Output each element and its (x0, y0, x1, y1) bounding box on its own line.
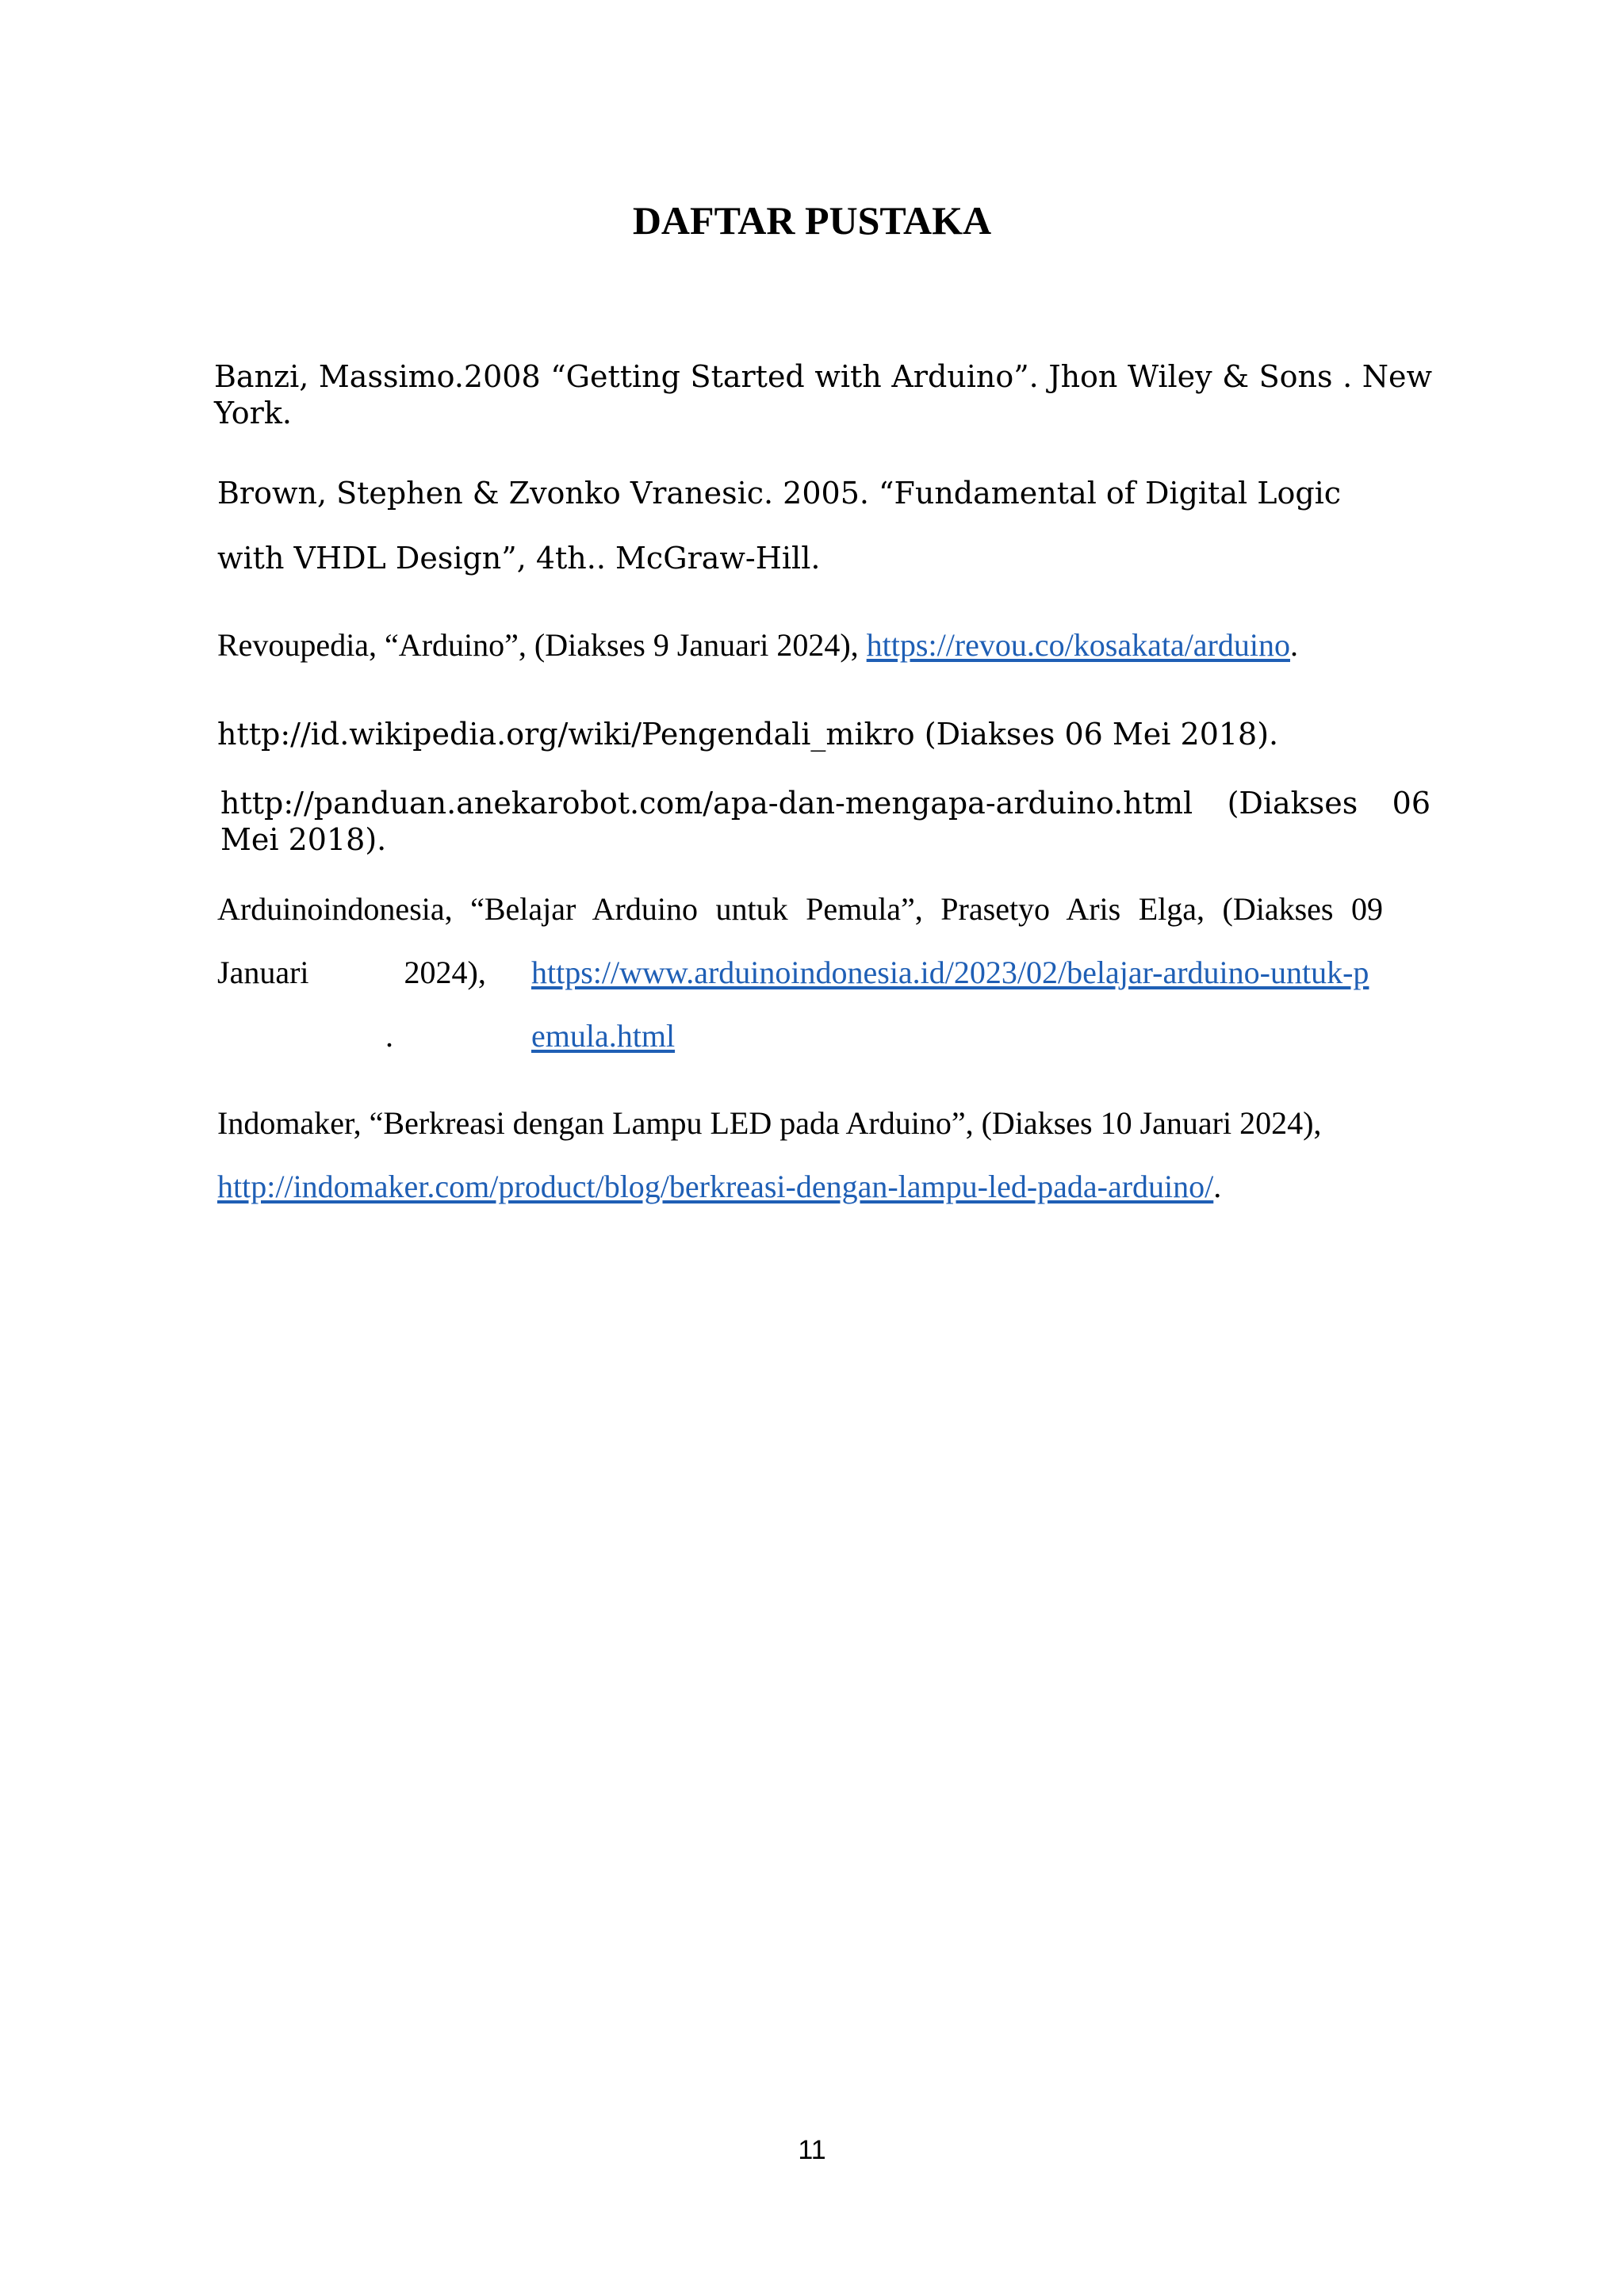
reference-text: Indomaker, “Berkreasi dengan Lampu LED pada Arduino”, (Diakses 10 Januari 2024), (217, 1105, 1322, 1141)
page-title: DAFTAR PUSTAKA (632, 198, 992, 243)
reference-text: Brown, Stephen & Zvonko Vranesic. 2005. “Fundamental of Digital Logic with VHDL Design”, 4th.. McGraw-Hill. (217, 476, 1342, 576)
page-number: 11 (798, 2135, 826, 2165)
reference-text: Januari 2024), (217, 955, 486, 990)
reference-brown (217, 461, 1407, 591)
reference-link[interactable]: https://www.arduinoindonesia.id/2023/02/belajar-arduino-untuk-pemula.html (531, 955, 1369, 1054)
reference-punctuation: . (385, 1018, 393, 1054)
reference-revoupedia (217, 627, 1486, 664)
reference-text: http://id.wikipedia.org/wiki/Pengendali_mikro (Diakses 06 Mei 2018). (217, 717, 1279, 752)
reference-arduinoindonesia (217, 878, 1383, 1068)
reference-punctuation: . (1213, 1169, 1222, 1204)
reference-link[interactable]: https://revou.co/kosakata/arduino (866, 627, 1290, 663)
reference-link-wrap (531, 941, 1383, 1068)
reference-text: Banzi, Massimo.2008 “Getting Started with Arduino”. Jhon Wiley & Sons . New York. (214, 359, 1432, 430)
reference-wikipedia (217, 716, 1454, 752)
reference-text: http://panduan.anekarobot.com/apa-dan-mengapa-arduino.html (Diakses 06 Mei 2018). (220, 786, 1431, 857)
reference-text: Revoupedia, “Arduino”, (Diakses 9 Januari 2024), (217, 627, 867, 663)
reference-punctuation: . (1290, 627, 1298, 663)
reference-indomaker (217, 1092, 1407, 1219)
reference-anekarobot (220, 785, 1431, 858)
reference-banzi (214, 358, 1432, 431)
reference-link[interactable]: http://indomaker.com/product/blog/berkreasi-dengan-lampu-led-pada-arduino/ (217, 1169, 1214, 1204)
reference-text: Arduinoindonesia, “Belajar Arduino untuk Pemula”, Prasetyo Aris Elga, (Diakses 09 (217, 891, 1383, 927)
